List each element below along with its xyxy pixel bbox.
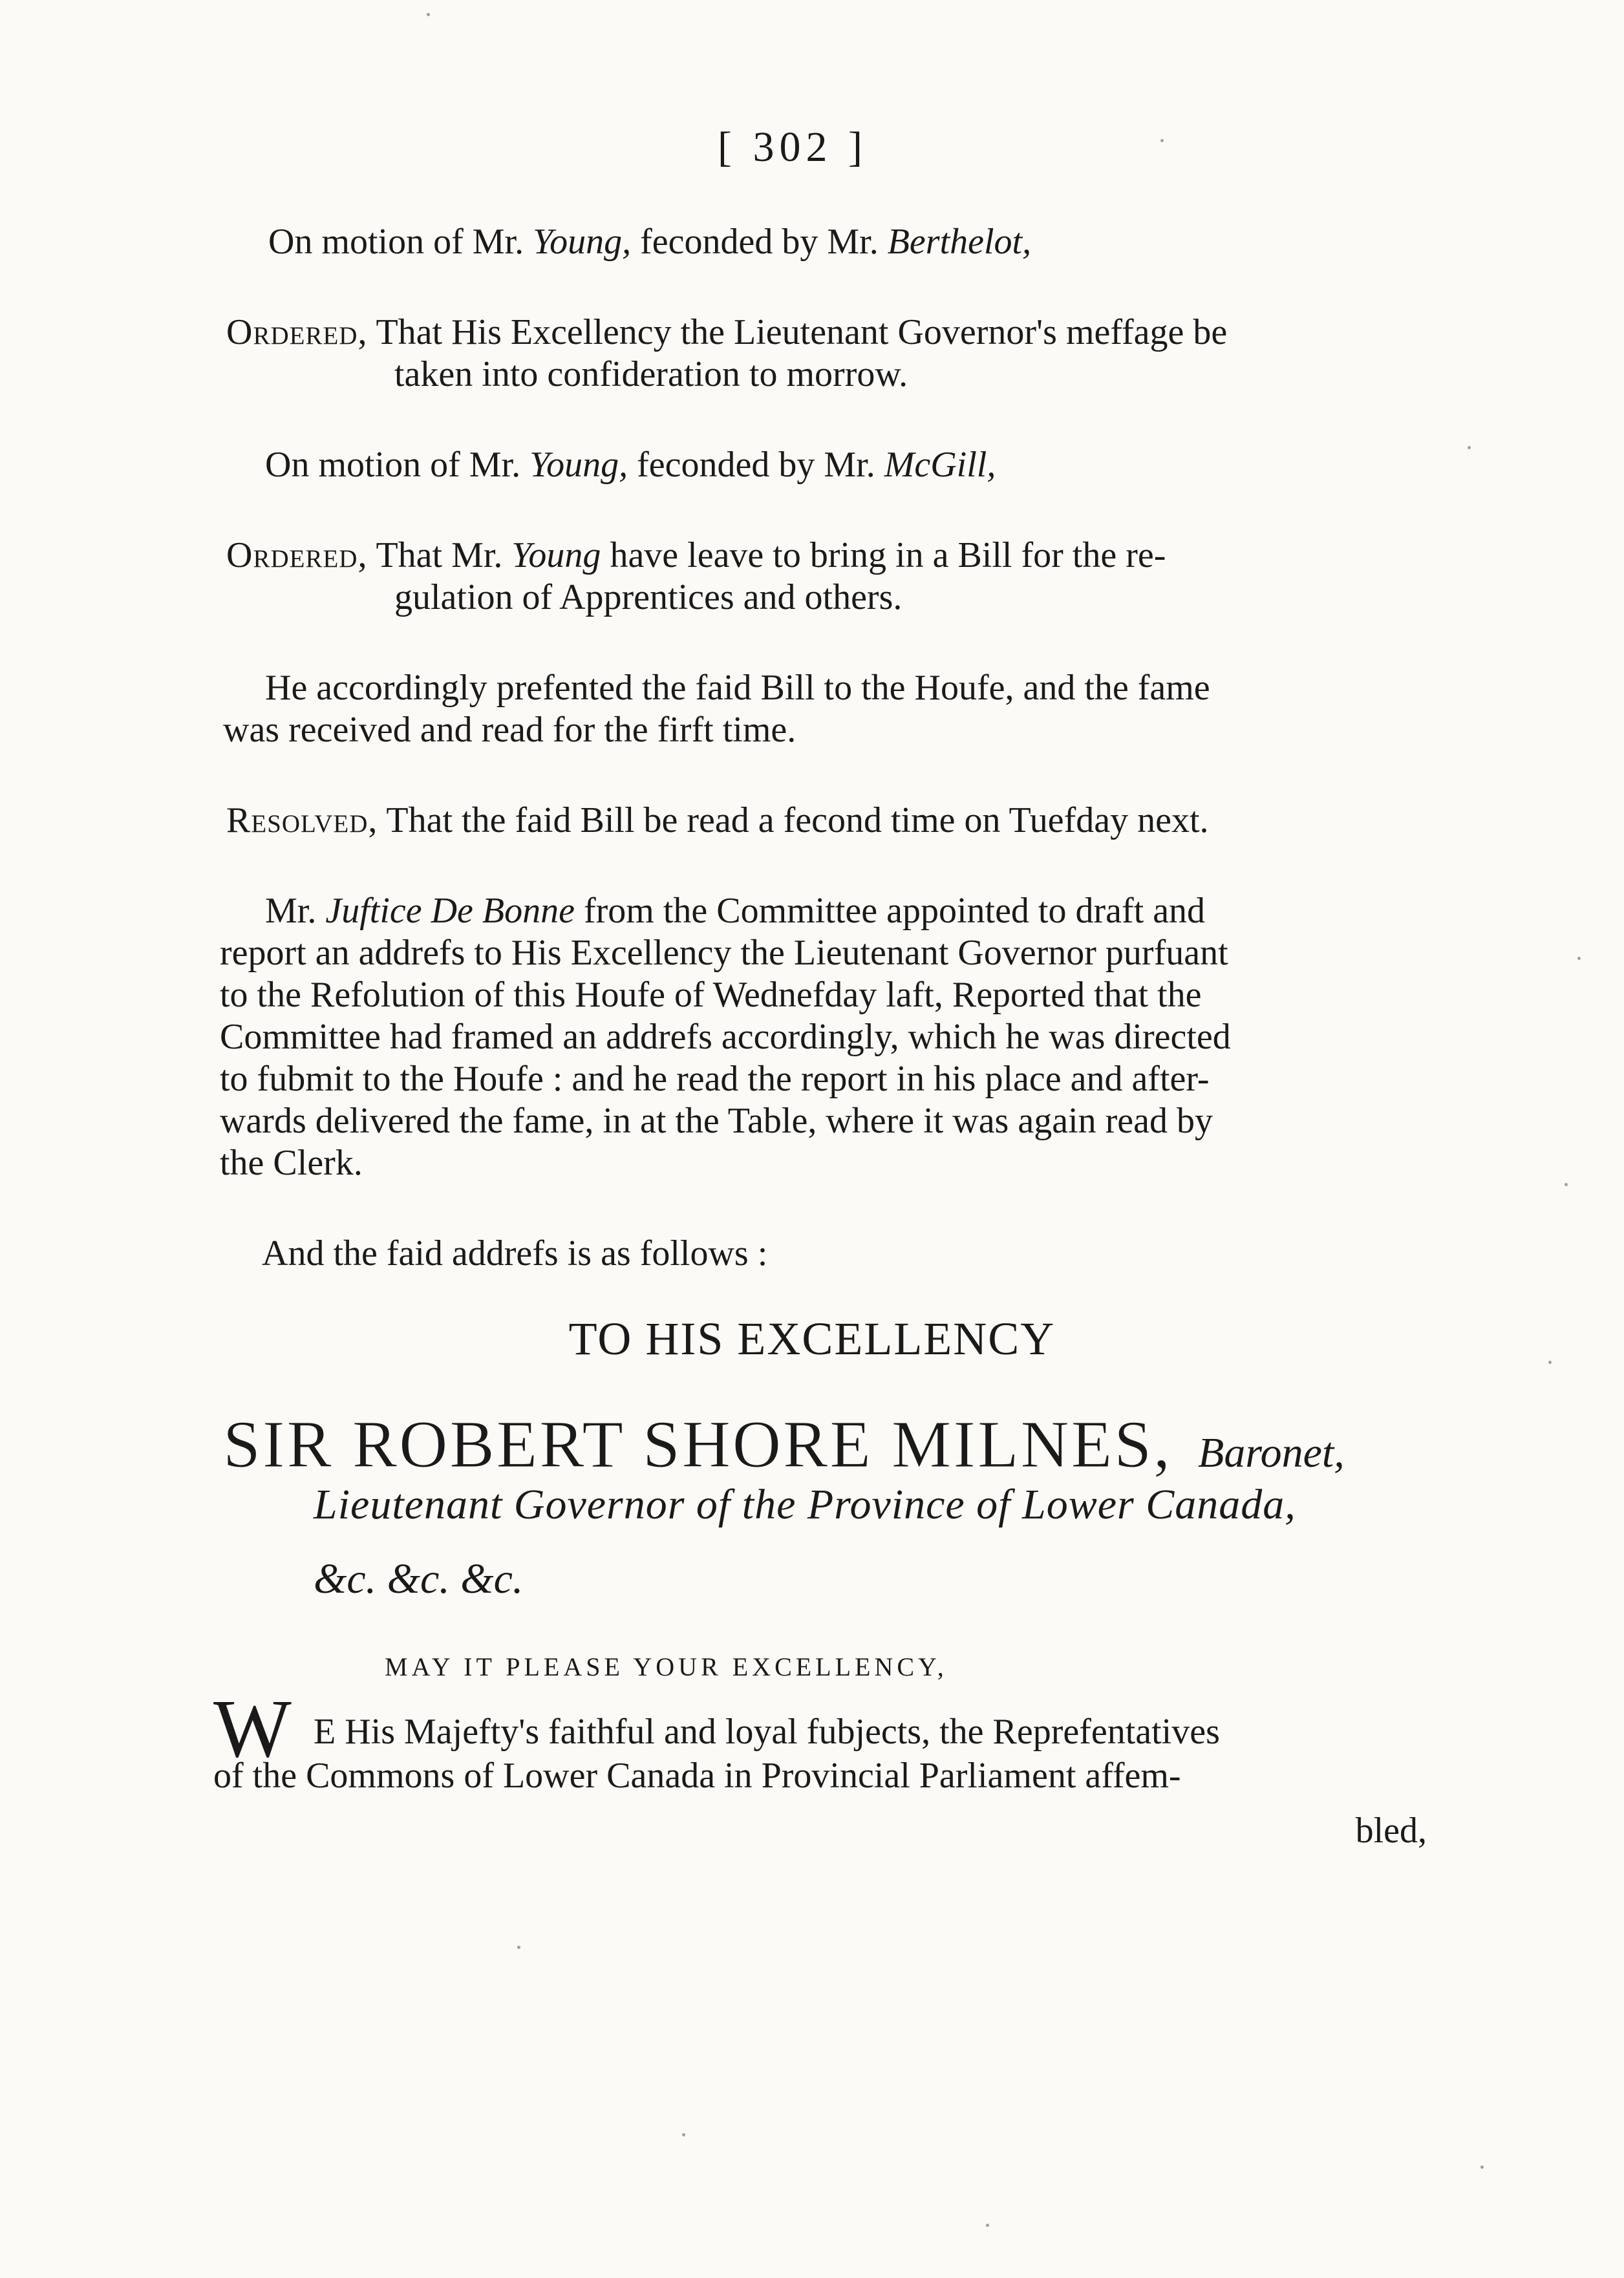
paper-speck bbox=[1468, 446, 1471, 449]
drop-cap: W bbox=[213, 1683, 292, 1774]
member-name: Young, bbox=[533, 222, 632, 262]
member-name: McGill, bbox=[884, 445, 996, 485]
motion-text: feconded by Mr. bbox=[628, 445, 884, 485]
paper-speck bbox=[1548, 1361, 1552, 1364]
committee-paragraph-line-4: Committee had framed an addrefs accordingly, which he was directed bbox=[220, 1017, 1231, 1057]
ordered-text: That His Excellency the Lieutenant Governor's meffage be bbox=[367, 312, 1228, 352]
paper-speck bbox=[1480, 2166, 1484, 2169]
committee-text: from the Committee appointed to draft and bbox=[574, 891, 1206, 931]
catchword: bled, bbox=[1355, 1811, 1427, 1851]
presented-paragraph-line-2: was received and read for the firft time. bbox=[223, 710, 796, 750]
ordered-paragraph-2 bbox=[226, 533, 1166, 577]
paper-speck bbox=[682, 2133, 685, 2136]
resolved-paragraph bbox=[226, 798, 1209, 842]
ordered-paragraph-1-continuation: taken into confideration to morrow. bbox=[394, 354, 908, 394]
committee-paragraph-line-5: to fubmit to the Houfe : and he read the report in his place and after- bbox=[220, 1059, 1210, 1099]
address-body-line-1: E His Majefty's faithful and loyal fubjects, the Reprefentatives bbox=[314, 1712, 1220, 1752]
ordered-paragraph-2-continuation: gulation of Apprentices and others. bbox=[394, 577, 903, 617]
committee-paragraph-line-7: the Clerk. bbox=[220, 1143, 363, 1183]
committee-paragraph-line-2: report an addrefs to His Excellency the Lieutenant Governor purfuant bbox=[220, 933, 1228, 973]
presented-paragraph-line-1: He accordingly prefented the faid Bill to the Houfe, and the fame bbox=[265, 668, 1210, 708]
ordered-text: have leave to bring in a Bill for the re- bbox=[601, 535, 1166, 575]
ordered-label: Ordered, bbox=[226, 312, 368, 352]
salutation: MAY IT PLEASE YOUR EXCELLENCY, bbox=[385, 1652, 948, 1681]
ordered-paragraph-1 bbox=[226, 310, 1227, 354]
member-name: Young, bbox=[529, 445, 628, 485]
recipient-office: Lieutenant Governor of the Province of Lower Canada, bbox=[314, 1481, 1296, 1528]
recipient-title: Baronet, bbox=[1198, 1429, 1345, 1476]
recipient-name: SIR ROBERT SHORE MILNES, bbox=[223, 1407, 1173, 1482]
motion-paragraph-2 bbox=[265, 443, 996, 487]
paper-speck bbox=[986, 2224, 989, 2227]
address-heading: TO HIS EXCELLENCY bbox=[568, 1313, 1056, 1365]
committee-text: Mr. bbox=[265, 891, 326, 931]
motion-text: On motion of Mr. bbox=[268, 222, 533, 262]
paper-speck bbox=[1577, 957, 1581, 960]
address-body-line-2: of the Commons of Lower Canada in Provincial Parliament affem- bbox=[213, 1756, 1181, 1796]
recipient-line bbox=[223, 1406, 1345, 1483]
paper-speck bbox=[1565, 1183, 1568, 1186]
recipient-etc: &c. &c. &c. bbox=[314, 1555, 524, 1602]
member-name: Berthelot, bbox=[887, 222, 1032, 262]
motion-text: feconded by Mr. bbox=[631, 222, 888, 262]
ordered-text: That Mr. bbox=[367, 535, 512, 575]
committee-paragraph-line-1 bbox=[265, 889, 1205, 933]
resolved-label: Resolved, bbox=[226, 800, 378, 840]
paper-speck bbox=[517, 1946, 520, 1949]
committee-paragraph-line-6: wards delivered the fame, in at the Table, where it was again read by bbox=[220, 1101, 1213, 1141]
page-number: [ 302 ] bbox=[718, 123, 868, 171]
resolved-text: That the faid Bill be read a fecond time on Tuefday next. bbox=[378, 800, 1209, 840]
paper-speck bbox=[427, 13, 430, 16]
address-body bbox=[213, 1710, 1220, 1798]
member-name: Young bbox=[511, 535, 601, 575]
ordered-label: Ordered, bbox=[226, 535, 368, 575]
motion-paragraph-1 bbox=[268, 220, 1031, 264]
address-intro: And the faid addrefs is as follows : bbox=[262, 1233, 768, 1273]
motion-text: On motion of Mr. bbox=[265, 445, 530, 485]
paper-speck bbox=[1160, 139, 1164, 142]
member-name: Juftice De Bonne bbox=[325, 891, 575, 931]
committee-paragraph-line-3: to the Refolution of this Houfe of Wednefday laft, Reported that the bbox=[220, 975, 1202, 1015]
